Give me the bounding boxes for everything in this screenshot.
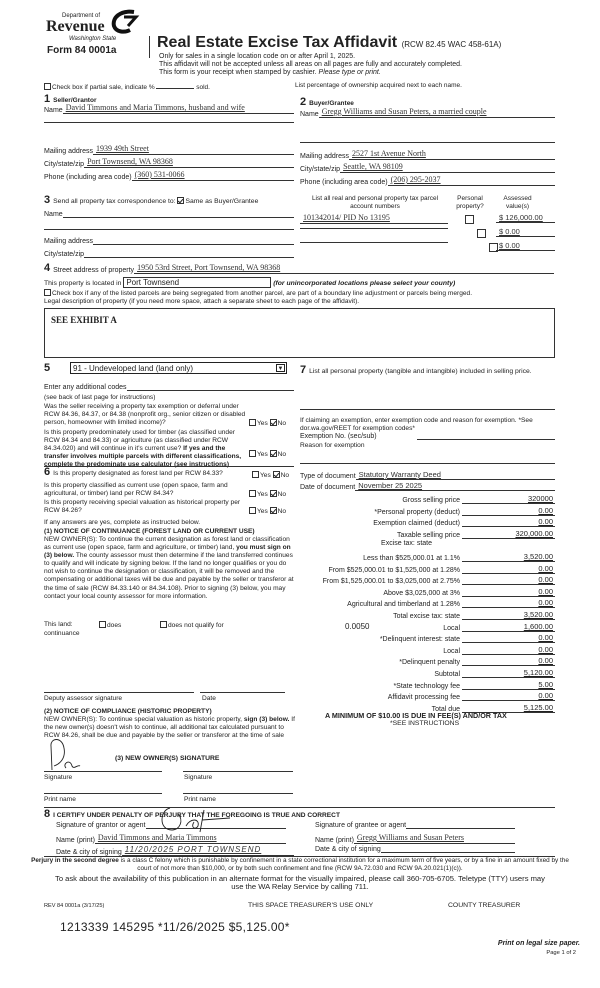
corr-extra-line (44, 229, 294, 230)
does-not-option: does not qualify for (160, 621, 224, 630)
amount-row (300, 552, 555, 562)
amount-label: Less than $525,000.01 at 1.1% (363, 555, 460, 562)
same-as-buyer-checkbox[interactable] (177, 197, 184, 204)
q-current-use-yes-no (249, 490, 286, 499)
amount-row (300, 622, 555, 632)
grantee-signature-field[interactable]: Signature of grantee or agent (315, 822, 515, 829)
document-type-field[interactable]: Type of document Statutory Warranty Deed (300, 471, 555, 480)
continuance-label: continuance (44, 630, 80, 637)
local-tax-rate: 0.0050 (345, 621, 370, 631)
exemption-question: Was the seller receiving a property tax exemption or deferral under RCW 84.36, 84.37, or 84.38 (nonprofit org., senior citizen or disabled person, homeowner with limited income)? (44, 403, 246, 427)
form-number: Form 84 0001a (47, 45, 117, 56)
partial-sale: Check box if partial sale, indicate % sold. (44, 83, 210, 91)
seller-phone-field[interactable]: Phone (including area code) (360) 531-0066 (44, 171, 294, 181)
timber-question: Is this property predominately used for timber (as classified under RCW 84.34 and 84.33) or agriculture (as classified under RCW 84.34.020) and will continue in it's current use? If yes and the transfer involves multiple parcels with different classifications, complete the predominate use calculator (see instructions) (44, 429, 242, 469)
amount-row (300, 691, 555, 701)
amount-value[interactable]: 0.00 (462, 564, 555, 574)
document-date-field[interactable]: Date of document November 25 2025 (300, 482, 555, 491)
amount-value[interactable]: 0.00 (462, 645, 555, 655)
buyer-phone-field[interactable]: Phone (including area code) (206) 295-2037 (300, 176, 555, 186)
print-name-line-1[interactable] (44, 793, 162, 794)
amount-value[interactable]: 320000 (462, 494, 555, 504)
corr-mailing-field[interactable]: Mailing address (44, 238, 294, 245)
amount-label: *Delinquent interest: state (379, 636, 460, 644)
current-use-question: Is this property classified as current use (open space, farm and agricultural, or timber) land per RCW 84.34? (44, 482, 228, 498)
notice-continuance-title: (1) NOTICE OF CONTINUANCE (FOREST LAND OR CURRENT USE) (44, 528, 255, 535)
logo-revenue: Revenue (46, 18, 105, 35)
segregated-checkbox[interactable] (44, 289, 51, 296)
seller-heading: 1 Seller/Grantor (44, 93, 97, 105)
divider (44, 466, 294, 467)
amount-row (300, 506, 555, 516)
header-line2: This affidavit will not be accepted unless all areas on all pages are fully and accurately completed. (159, 61, 462, 68)
page-number: Page 1 of 2 (546, 950, 576, 956)
amount-value[interactable]: 0.00 (462, 598, 555, 608)
amount-label: Gross selling price (402, 497, 460, 504)
property-address-field[interactable]: 4 Street address of property 1950 53rd Street, Port Townsend, WA 98368 (44, 262, 554, 274)
print-name-label-2: Print name (184, 796, 216, 803)
assessed-value-field[interactable]: $ 0.00 (496, 228, 555, 237)
no-checkbox[interactable] (273, 471, 280, 478)
yes-label: Yes (260, 472, 271, 479)
does-option: does (99, 621, 121, 630)
section-5-number: 5 (44, 362, 51, 374)
buyer-city-field[interactable]: City/state/zip Seattle, WA 98109 (300, 163, 555, 173)
deputy-date-label: Date (202, 695, 216, 702)
amount-label: Local (443, 624, 460, 632)
amount-row (300, 517, 555, 527)
amount-value[interactable]: 0.00 (462, 506, 555, 516)
yes-checkbox[interactable] (249, 490, 256, 497)
seller-mailing-field[interactable]: Mailing address 1939 49th Street (44, 145, 294, 155)
no-label: No (277, 451, 287, 458)
print-name-label-1: Print name (44, 796, 76, 803)
no-checkbox[interactable] (270, 450, 277, 457)
buyer-heading: 2 Buyer/Grantee (300, 96, 354, 108)
chevron-down-icon[interactable]: ▼ (277, 366, 284, 372)
no-label: No (277, 508, 287, 515)
grantee-date-city-field[interactable]: Date & city of signing (315, 846, 515, 853)
partial-sale-checkbox[interactable] (44, 83, 51, 90)
exemption-reason-line[interactable] (300, 463, 555, 464)
seller-extra-line (44, 122, 294, 123)
no-checkbox[interactable] (270, 490, 277, 497)
buyer-mailing-field[interactable]: Mailing address 2527 1st Avenue North (300, 150, 555, 160)
personal-header: Personal property? (456, 195, 484, 210)
assessed-value-field[interactable]: $ 0.00 (496, 242, 555, 251)
perjury-notice: Perjury in the second degree is a class C felony which is punishable by confinement in a state correctional institution for a maximum term of five years, or by a fine in an amount fixed by the court of not more than $10,000, or by both such confinement and fine (RCW 9A.72.030 and RCW 9A.20.021(1)(c)). (31, 857, 569, 872)
deputy-date-line[interactable] (200, 692, 285, 693)
no-checkbox[interactable] (270, 419, 277, 426)
amount-label: From $525,000.01 to $1,525,000 at 1.28% (328, 566, 460, 574)
land-use-code-select[interactable]: 91 - Undeveloped land (land only) ▼ (70, 362, 287, 374)
amount-label: Subtotal (434, 671, 460, 678)
yes-label: Yes (257, 451, 268, 458)
no-label: No (277, 420, 287, 427)
grantor-date-city-field[interactable]: Date & city of signing 11/20/2025 PORT TOWNSEND (56, 846, 294, 856)
grantee-name-field[interactable]: Name (print) Gregg Williams and Susan Peters (315, 834, 515, 844)
additional-codes-field[interactable]: Enter any additional codes (44, 384, 294, 391)
amount-value[interactable]: 0.00 (462, 575, 555, 585)
q-timber-yes-no (249, 450, 286, 459)
yes-checkbox[interactable] (249, 419, 256, 426)
amount-value[interactable]: 320,000.00 (462, 529, 555, 539)
amount-label: Above $3,025,000 at 3% (383, 589, 460, 597)
amount-value[interactable]: 0.00 (462, 633, 555, 643)
deputy-signature-line[interactable] (44, 692, 194, 693)
amount-value[interactable]: 5,125.00 (462, 703, 555, 713)
amount-row (300, 598, 555, 608)
handwritten-signature (42, 736, 92, 774)
segregated-row: Check box if any of the listed parcels are being segregated from another parcel, are part of a boundary line adjustment or parcels being merged. (44, 289, 472, 298)
minimum-due-note: A MINIMUM OF $10.00 IS DUE IN FEE(S) AND/OR TAX (325, 711, 507, 720)
amount-label: Agricultural and timberland at 1.28% (347, 601, 460, 609)
amount-value[interactable]: 0.00 (462, 691, 555, 701)
amount-row (300, 668, 555, 678)
signature-label-1: Signature (44, 774, 73, 781)
amount-value[interactable]: 5.00 (462, 680, 555, 690)
amount-value[interactable]: 5,120.00 (462, 668, 555, 678)
no-checkbox[interactable] (270, 507, 277, 514)
notice-compliance-text: NEW OWNER(S): To continue special valuation as historic property, sign (3) below. If the new owner(s) doesn't wish to continue, all additional tax calculated pursuant to RCW 84.26, shall be due and payable by the seller or transferor at the time of sale (44, 716, 295, 740)
amount-label: Local (443, 647, 460, 655)
historical-question: Is this property receiving special valuation as historical property per RCW 84.26? (44, 499, 241, 515)
personal-property-label: 7 List all personal property (tangible and intangible) included in selling price. (300, 364, 532, 376)
amount-row (300, 587, 555, 597)
amount-label: Exemption claimed (deduct) (373, 520, 460, 528)
see-instructions: *SEE INSTRUCTIONS (390, 720, 460, 727)
legal-description-label: Legal description of property (if you need more space, attach a separate sheet to each page of the affidavit). (44, 298, 360, 305)
amount-row (300, 610, 555, 620)
amount-row (300, 656, 555, 666)
q-historical-yes-no (249, 507, 286, 516)
revision-code: REV 84 0001a (3/17/25) (44, 903, 105, 909)
assessed-header: Assessed value(s) (503, 195, 532, 210)
accessibility-notice: To ask about the availability of this publication in an alternate format for the visually impaired, please call 360-705-6705. Teletype (TTY) users may use the WA Relay Service by calling 711. (55, 874, 545, 891)
list-percentage-note: List percentage of ownership acquired next to each name. (295, 82, 462, 89)
amount-label: Total due (431, 705, 460, 713)
yes-label: Yes (257, 508, 268, 515)
header-line1: Only for sales in a single location code on or after April 1, 2025. (159, 53, 356, 60)
yes-label: Yes (257, 491, 268, 498)
amount-value[interactable]: 0.00 (462, 587, 555, 597)
location-row: This property is located in Port Townsend (for unincorporated locations please select your county) (44, 278, 456, 287)
this-land-label: This land: (44, 621, 73, 628)
owner-signature-line-1[interactable] (44, 771, 162, 772)
q-forest-yes-no (252, 471, 289, 480)
logo-state: Washington State (69, 36, 117, 42)
grantor-signature-image (150, 804, 240, 834)
does-checkbox[interactable] (99, 621, 106, 628)
yes-checkbox[interactable] (249, 450, 256, 457)
amount-row (300, 529, 555, 539)
owner-signature-line-2[interactable] (183, 771, 293, 772)
q-exemption-yes-no (249, 419, 286, 428)
deputy-signature-label: Deputy assessor signature (44, 695, 123, 702)
amount-row (300, 564, 555, 574)
amount-label: *Personal property (deduct) (374, 508, 460, 516)
parcel-number-field[interactable] (300, 228, 448, 229)
buyer-extra-line (300, 142, 555, 143)
amount-heading: Excise tax: state (381, 540, 432, 548)
amount-label: Affidavit processing fee (387, 694, 460, 702)
page-title: Real Estate Excise Tax Affidavit (RCW 82.45 WAC 458-61A) (157, 34, 502, 51)
if-yes-note: If any answers are yes, complete as instructed below. (44, 519, 201, 526)
amount-label: From $1,525,000.01 to $3,025,000 at 2.75% (322, 578, 460, 586)
exemption-number-field[interactable]: Exemption No. (sec/sub) (300, 433, 555, 440)
amount-label: *Delinquent penalty (399, 659, 460, 667)
personal-property-checkbox[interactable] (465, 215, 474, 224)
parcel-header: List all real and personal property tax parcel account numbers (311, 195, 439, 210)
parcel-number-field[interactable] (300, 242, 448, 243)
no-label: No (280, 472, 290, 479)
amount-row (300, 633, 555, 643)
amount-row (300, 494, 555, 504)
location-select[interactable]: Port Townsend (123, 277, 271, 288)
grantor-signature-field[interactable]: Signature of grantor or agent (56, 822, 286, 829)
additional-codes-note: (see back of last page for instructions) (44, 394, 156, 401)
seller-city-field[interactable]: City/state/zip Port Townsend, WA 98368 (44, 158, 294, 168)
correspondence-heading: 3 Send all property tax correspondence to: Same as Buyer/Grantee (44, 194, 259, 206)
logo-dept: Department of (62, 13, 101, 19)
legal-description-box[interactable]: SEE EXHIBIT A (44, 308, 555, 358)
new-owner-signature-title: (3) NEW OWNER(S) SIGNATURE (115, 755, 220, 762)
amount-value[interactable]: 3,520.00 (462, 610, 555, 620)
certify-heading: 8 I CERTIFY UNDER PENALTY OF PERJURY THAT THE FOREGOING IS TRUE AND CORRECT (44, 808, 340, 820)
header-line3: This form is your receipt when stamped by cashier. Please type or print. (159, 69, 381, 76)
yes-checkbox[interactable] (249, 507, 256, 514)
amount-row (300, 680, 555, 690)
county-treasurer-label: COUNTY TREASURER (448, 902, 521, 909)
amount-value[interactable]: 0.00 (462, 656, 555, 666)
grantor-name-field[interactable]: Name (print) David Timmons and Maria Timmons (56, 834, 286, 844)
treasurer-receipt-stamp: 1213339 145295 *11/26/2025 $5,125.00* (60, 920, 290, 934)
notice-continuance-text: NEW OWNER(S): To continue the current designation as forest land or classification as current use (open space, farm and agriculture, or timber) land, you must sign on (3) below. The county assessor must then determine if the land transferred continues to qualify and will indicate by signing below. If the land no longer qualifies or you do not wish to continue the designation or classification, it will be removed and the compensating or additional taxes will be due and payable by the seller or transferor at the time of sale (RCW 84.33.140 or 84.34.108). Prior to signing (3) below, you may contact your local county assessor for more information. (44, 536, 294, 600)
amount-value[interactable]: 3,520.00 (462, 552, 555, 562)
amount-value[interactable]: 0.00 (462, 517, 555, 527)
dor-logo-icon (110, 8, 140, 34)
print-name-line-2[interactable] (183, 793, 293, 794)
assessed-value-field[interactable]: $ 126,000.00 (496, 214, 555, 223)
corr-name-field[interactable]: Name (44, 211, 294, 218)
forest-question: 6 Is this property designated as forest land per RCW 84.33? (44, 466, 223, 478)
seller-name-field[interactable]: Name David Timmons and Maria Timmons, husband and wife (44, 104, 294, 114)
exemption-note: If claiming an exemption, enter exemption code and reason for exemption. *See dor.wa.gov/REET for exemption codes* (300, 417, 533, 433)
header-divider (149, 36, 150, 58)
does-not-checkbox[interactable] (160, 621, 167, 628)
signature-label-2: Signature (184, 774, 213, 781)
personal-property-checkbox[interactable] (477, 229, 486, 238)
corr-city-field[interactable]: City/state/zip (44, 251, 294, 258)
no-label: No (277, 491, 287, 498)
exemption-reason-label: Reason for exemption (300, 442, 365, 449)
amount-row (300, 575, 555, 585)
legal-paper-note: Print on legal size paper. (497, 940, 580, 947)
amount-label: *State technology fee (393, 682, 460, 690)
amount-value[interactable]: 1,600.00 (462, 622, 555, 632)
treasurer-use-label: THIS SPACE TREASURER'S USE ONLY (248, 902, 374, 909)
yes-label: Yes (257, 420, 268, 427)
personal-property-line[interactable] (300, 409, 555, 410)
amount-label: Total excise tax: state (393, 613, 460, 620)
notice-compliance-title: (2) NOTICE OF COMPLIANCE (HISTORIC PROPERTY) (44, 708, 212, 715)
parcel-number-field[interactable]: 101342014/ PID No 13195 (300, 214, 448, 224)
yes-checkbox[interactable] (252, 471, 259, 478)
amount-row (300, 645, 555, 655)
amount-label: Taxable selling price (396, 531, 460, 539)
buyer-name-field[interactable]: Name Gregg Williams and Susan Peters, a married couple (300, 108, 555, 118)
